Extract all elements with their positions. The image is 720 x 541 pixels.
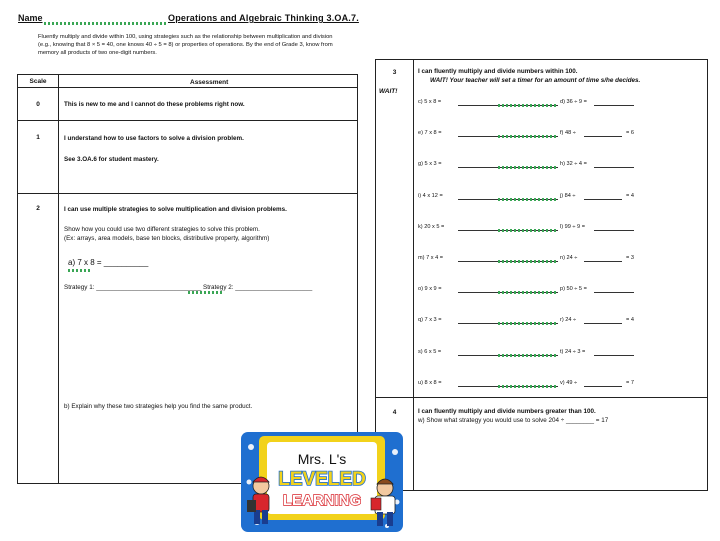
wait-label: WAIT! (379, 88, 398, 95)
fluency-table (375, 59, 708, 491)
problem-right-result: = 4 (626, 317, 634, 324)
spell-squiggle (498, 354, 558, 357)
assessment-header: Assessment (190, 79, 229, 86)
answer-blank[interactable] (584, 261, 622, 262)
problem-right-item[interactable]: d) 36 ÷ 9 = (560, 99, 587, 105)
spell-squiggle (498, 166, 558, 169)
instruction-line-1: Show how you could use two different strategies to solve this problem. (64, 226, 260, 233)
problem-left-item[interactable]: q) 7 x 3 = (418, 317, 442, 324)
scale-number: 2 (36, 205, 40, 212)
row-subtext: WAIT! Your teacher will set a timer for an amount of time s/he decides. (430, 77, 641, 84)
table-column-divider (413, 60, 414, 490)
answer-blank[interactable] (594, 105, 634, 106)
problem-right-item[interactable]: h) 32 ÷ 4 = (560, 161, 587, 168)
row-subtext: See 3.OA.6 for student mastery. (64, 156, 159, 163)
spell-squiggle (188, 291, 222, 294)
problem-a[interactable]: a) 7 x 8 = __________ (68, 258, 149, 267)
problem-left-item[interactable]: k) 20 x 5 = (418, 223, 445, 230)
logo-graphic (237, 422, 407, 536)
spell-squiggle (498, 104, 558, 107)
problem-left-item[interactable]: m) 7 x 4 = (418, 255, 444, 261)
spell-squiggle (498, 198, 558, 201)
problem-left-item[interactable]: e) 7 x 8 = (418, 130, 442, 137)
scale-row-1 (18, 120, 357, 193)
problem-right-result: = 7 (626, 379, 634, 386)
scale-number: 0 (36, 101, 40, 108)
standard-description: Fluently multiply and divide within 100, using strategies such as the relationship between multiplication and division (e.g., knowing that 8 × 5 = 40, one knows 40 ÷ 5 = 8) or properties of operations. By the end of Grade 3, know from memory all products of two one-digit numbers. (38, 34, 333, 57)
answer-blank[interactable] (584, 136, 622, 137)
problem-right-item[interactable]: l) 99 ÷ 9 = (560, 223, 585, 230)
logo-text-line2: LEVELED (278, 469, 366, 490)
answer-blank[interactable] (584, 323, 622, 324)
problem-left-item[interactable]: i) 4 x 12 = (418, 192, 443, 199)
problem-left-item[interactable]: s) 6 x 5 = (418, 348, 442, 355)
row-description: I understand how to use factors to solve a division problem. (64, 135, 244, 142)
spell-squiggle (498, 385, 558, 388)
problem-left-item[interactable]: o) 9 x 9 = (418, 286, 442, 293)
spell-squiggle (498, 135, 558, 138)
answer-blank[interactable] (584, 386, 622, 387)
problem-left-item[interactable]: u) 8 x 8 = (418, 379, 442, 386)
problem-right-item[interactable]: p) 50 ÷ 5 = (560, 286, 587, 293)
leveled-learning-logo (237, 422, 407, 536)
scale-number: 4 (392, 409, 397, 416)
problem-right-result: = 4 (626, 192, 634, 199)
problem-right-item[interactable]: j) 84 ÷ (560, 192, 576, 199)
problem-right-item[interactable]: f) 48 ÷ (560, 130, 576, 137)
answer-blank[interactable] (594, 355, 634, 356)
strategy-line[interactable]: Strategy 1: ______________________________ Strategy 2: ______________________ (64, 284, 313, 291)
scale-number: 3 (392, 69, 397, 76)
scale-number: 1 (36, 134, 40, 141)
problem-left-item[interactable]: c) 5 x 8 = (418, 99, 442, 105)
problem-right-item[interactable]: r) 24 ÷ (560, 317, 577, 324)
scale-header: Scale (29, 78, 47, 85)
row-description: This is new to me and I cannot do these problems right now. (64, 101, 245, 108)
logo-text-line1: Mrs. L's (297, 451, 347, 467)
spell-squiggle (498, 291, 558, 294)
spell-squiggle (498, 229, 558, 232)
row-description: I can fluently multiply and divide numbers within 100. (418, 68, 578, 75)
row-description: I can use multiple strategies to solve multiplication and division problems. (64, 206, 287, 213)
answer-blank[interactable] (594, 292, 634, 293)
row-separator (376, 397, 707, 398)
problem-right-result: = 6 (626, 130, 634, 137)
problem-b: b) Explain why these two strategies help you find the same product. (64, 403, 253, 410)
page-title: Operations and Algebraic Thinking 3.OA.7. (168, 13, 359, 23)
spell-squiggle (498, 322, 558, 325)
problem-left-item[interactable]: g) 5 x 3 = (418, 161, 442, 168)
problem-right-item[interactable]: n) 24 ÷ (560, 255, 578, 261)
logo-text-line3: LEARNING (282, 492, 362, 509)
problem-right-item[interactable]: t) 24 ÷ 3 = (560, 348, 586, 355)
answer-blank[interactable] (594, 167, 634, 168)
name-blank-line[interactable] (44, 22, 168, 25)
problem-right-result: = 3 (626, 255, 634, 261)
answer-blank[interactable] (594, 230, 634, 231)
spell-squiggle (498, 260, 558, 263)
scale-row-0 (18, 87, 357, 120)
answer-blank[interactable] (584, 199, 622, 200)
row-description: I can fluently multiply and divide numbers greater than 100. (418, 408, 596, 415)
row-subtext[interactable]: w) Show what strategy you would use to solve 204 ÷ ________ = 17 (418, 417, 609, 424)
instruction-line-2: (Ex: arrays, area models, base ten blocks, distributive property, algorithm) (64, 235, 270, 242)
name-label: Name (18, 13, 43, 23)
problem-right-item[interactable]: v) 49 ÷ (560, 379, 578, 386)
spell-squiggle (68, 269, 90, 272)
